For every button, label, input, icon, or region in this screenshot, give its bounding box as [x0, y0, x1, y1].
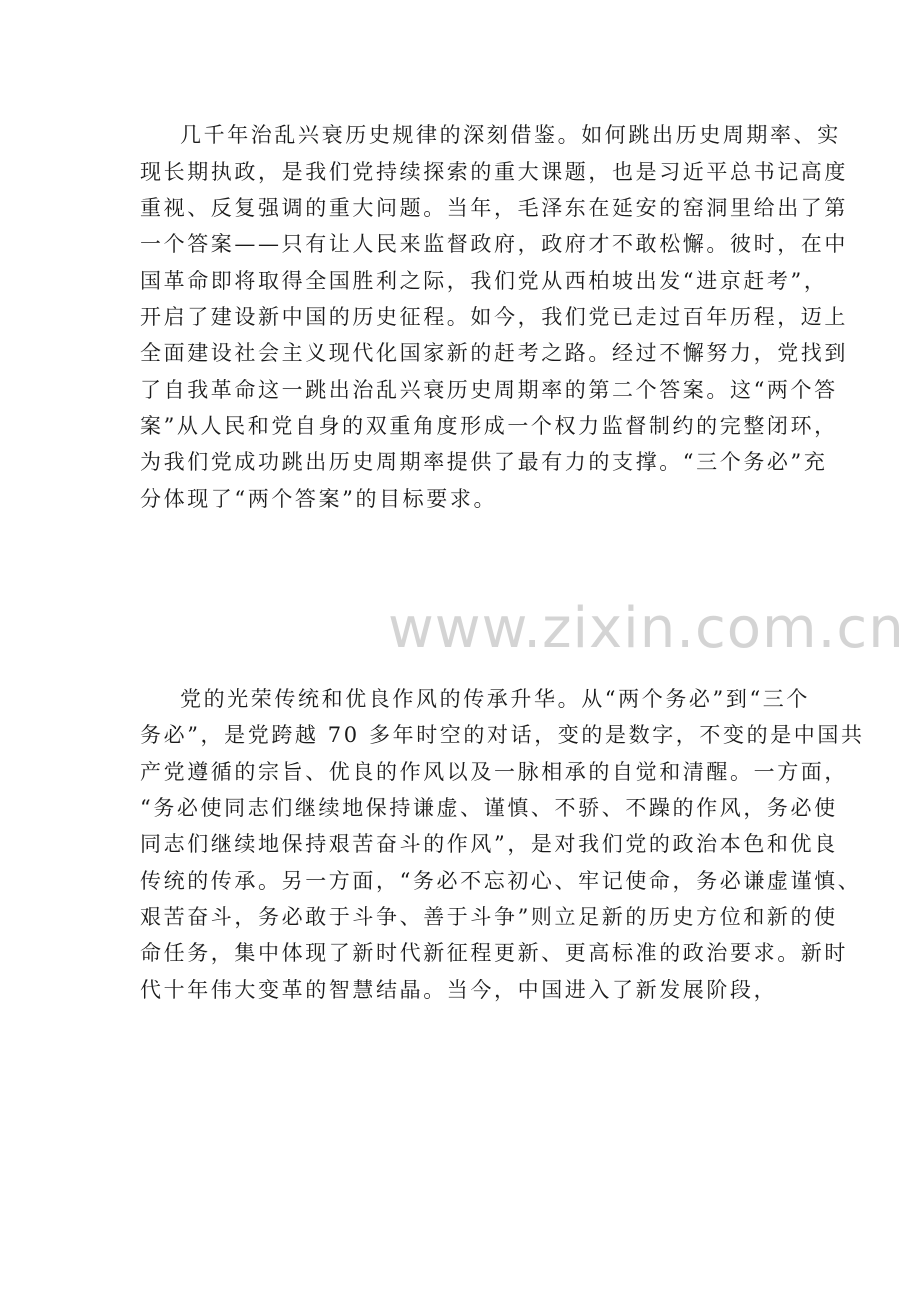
paragraph-2-line-6: 传统的传承。另一方面，“务必不忘初心、牢记使命，务必谦虚谨慎、: [140, 869, 862, 893]
paragraph-2-line-4: “务必使同志们继续地保持谦虚、谨慎、不骄、不躁的作风，务必使: [140, 796, 838, 820]
paragraph-1-line-9: 案”从人民和党自身的双重角度形成一个权力监督制约的完整闭环，: [140, 414, 838, 438]
paragraph-1-line-7: 全面建设社会主义现代化国家新的赶考之路。经过不懈努力，党找到: [140, 341, 848, 365]
paragraph-1-line-4: 一个答案——只有让人民来监督政府，政府才不敢松懈。彼时，在中: [140, 232, 848, 256]
paragraph-2-line-8: 命任务，集中体现了新时代新征程更新、更高标准的政治要求。新时: [140, 941, 848, 965]
watermark-text: www.zixin.com.cn: [388, 596, 905, 661]
paragraph-1-line-6: 开启了建设新中国的历史征程。如今，我们党已走过百年历程，迈上: [140, 305, 848, 329]
paragraph-2-line-1: 党的光荣传统和优良作风的传承升华。从“两个务必”到“三个: [180, 687, 811, 711]
paragraph-1-line-8: 了自我革命这一跳出治乱兴衰历史周期率的第二个答案。这“两个答: [140, 378, 838, 402]
paragraph-2-line-9: 代十年伟大变革的智慧结晶。当今，中国进入了新发展阶段，: [140, 978, 778, 1002]
paragraph-2-line-7: 艰苦奋斗，务必敢于斗争、善于斗争”则立足新的历史方位和新的使: [140, 905, 838, 929]
paragraph-1-line-5: 国革命即将取得全国胜利之际，我们党从西柏坡出发“进京赶考”，: [140, 269, 828, 293]
paragraph-1-line-11: 分体现了“两个答案”的目标要求。: [140, 487, 498, 511]
paragraph-2-line-3: 产党遵循的宗旨、优良的作风以及一脉相承的自觉和清醒。一方面，: [140, 760, 848, 784]
paragraph-2-line-2: 务必”，是党跨越 70 多年时空的对话，变的是数字，不变的是中国共: [140, 723, 865, 747]
paragraph-1-line-2: 现长期执政，是我们党持续探索的重大课题，也是习近平总书记高度: [140, 160, 848, 184]
paragraph-1-line-3: 重视、反复强调的重大问题。当年，毛泽东在延安的窑洞里给出了第: [140, 196, 848, 220]
paragraph-1-line-10: 为我们党成功跳出历史周期率提供了最有力的支撑。“三个务必”充: [140, 450, 828, 474]
paragraph-1-line-1: 几千年治乱兴衰历史规律的深刻借鉴。如何跳出历史周期率、实: [180, 123, 841, 147]
paragraph-2-line-5: 同志们继续地保持艰苦奋斗的作风”，是对我们党的政治本色和优良: [140, 832, 838, 856]
